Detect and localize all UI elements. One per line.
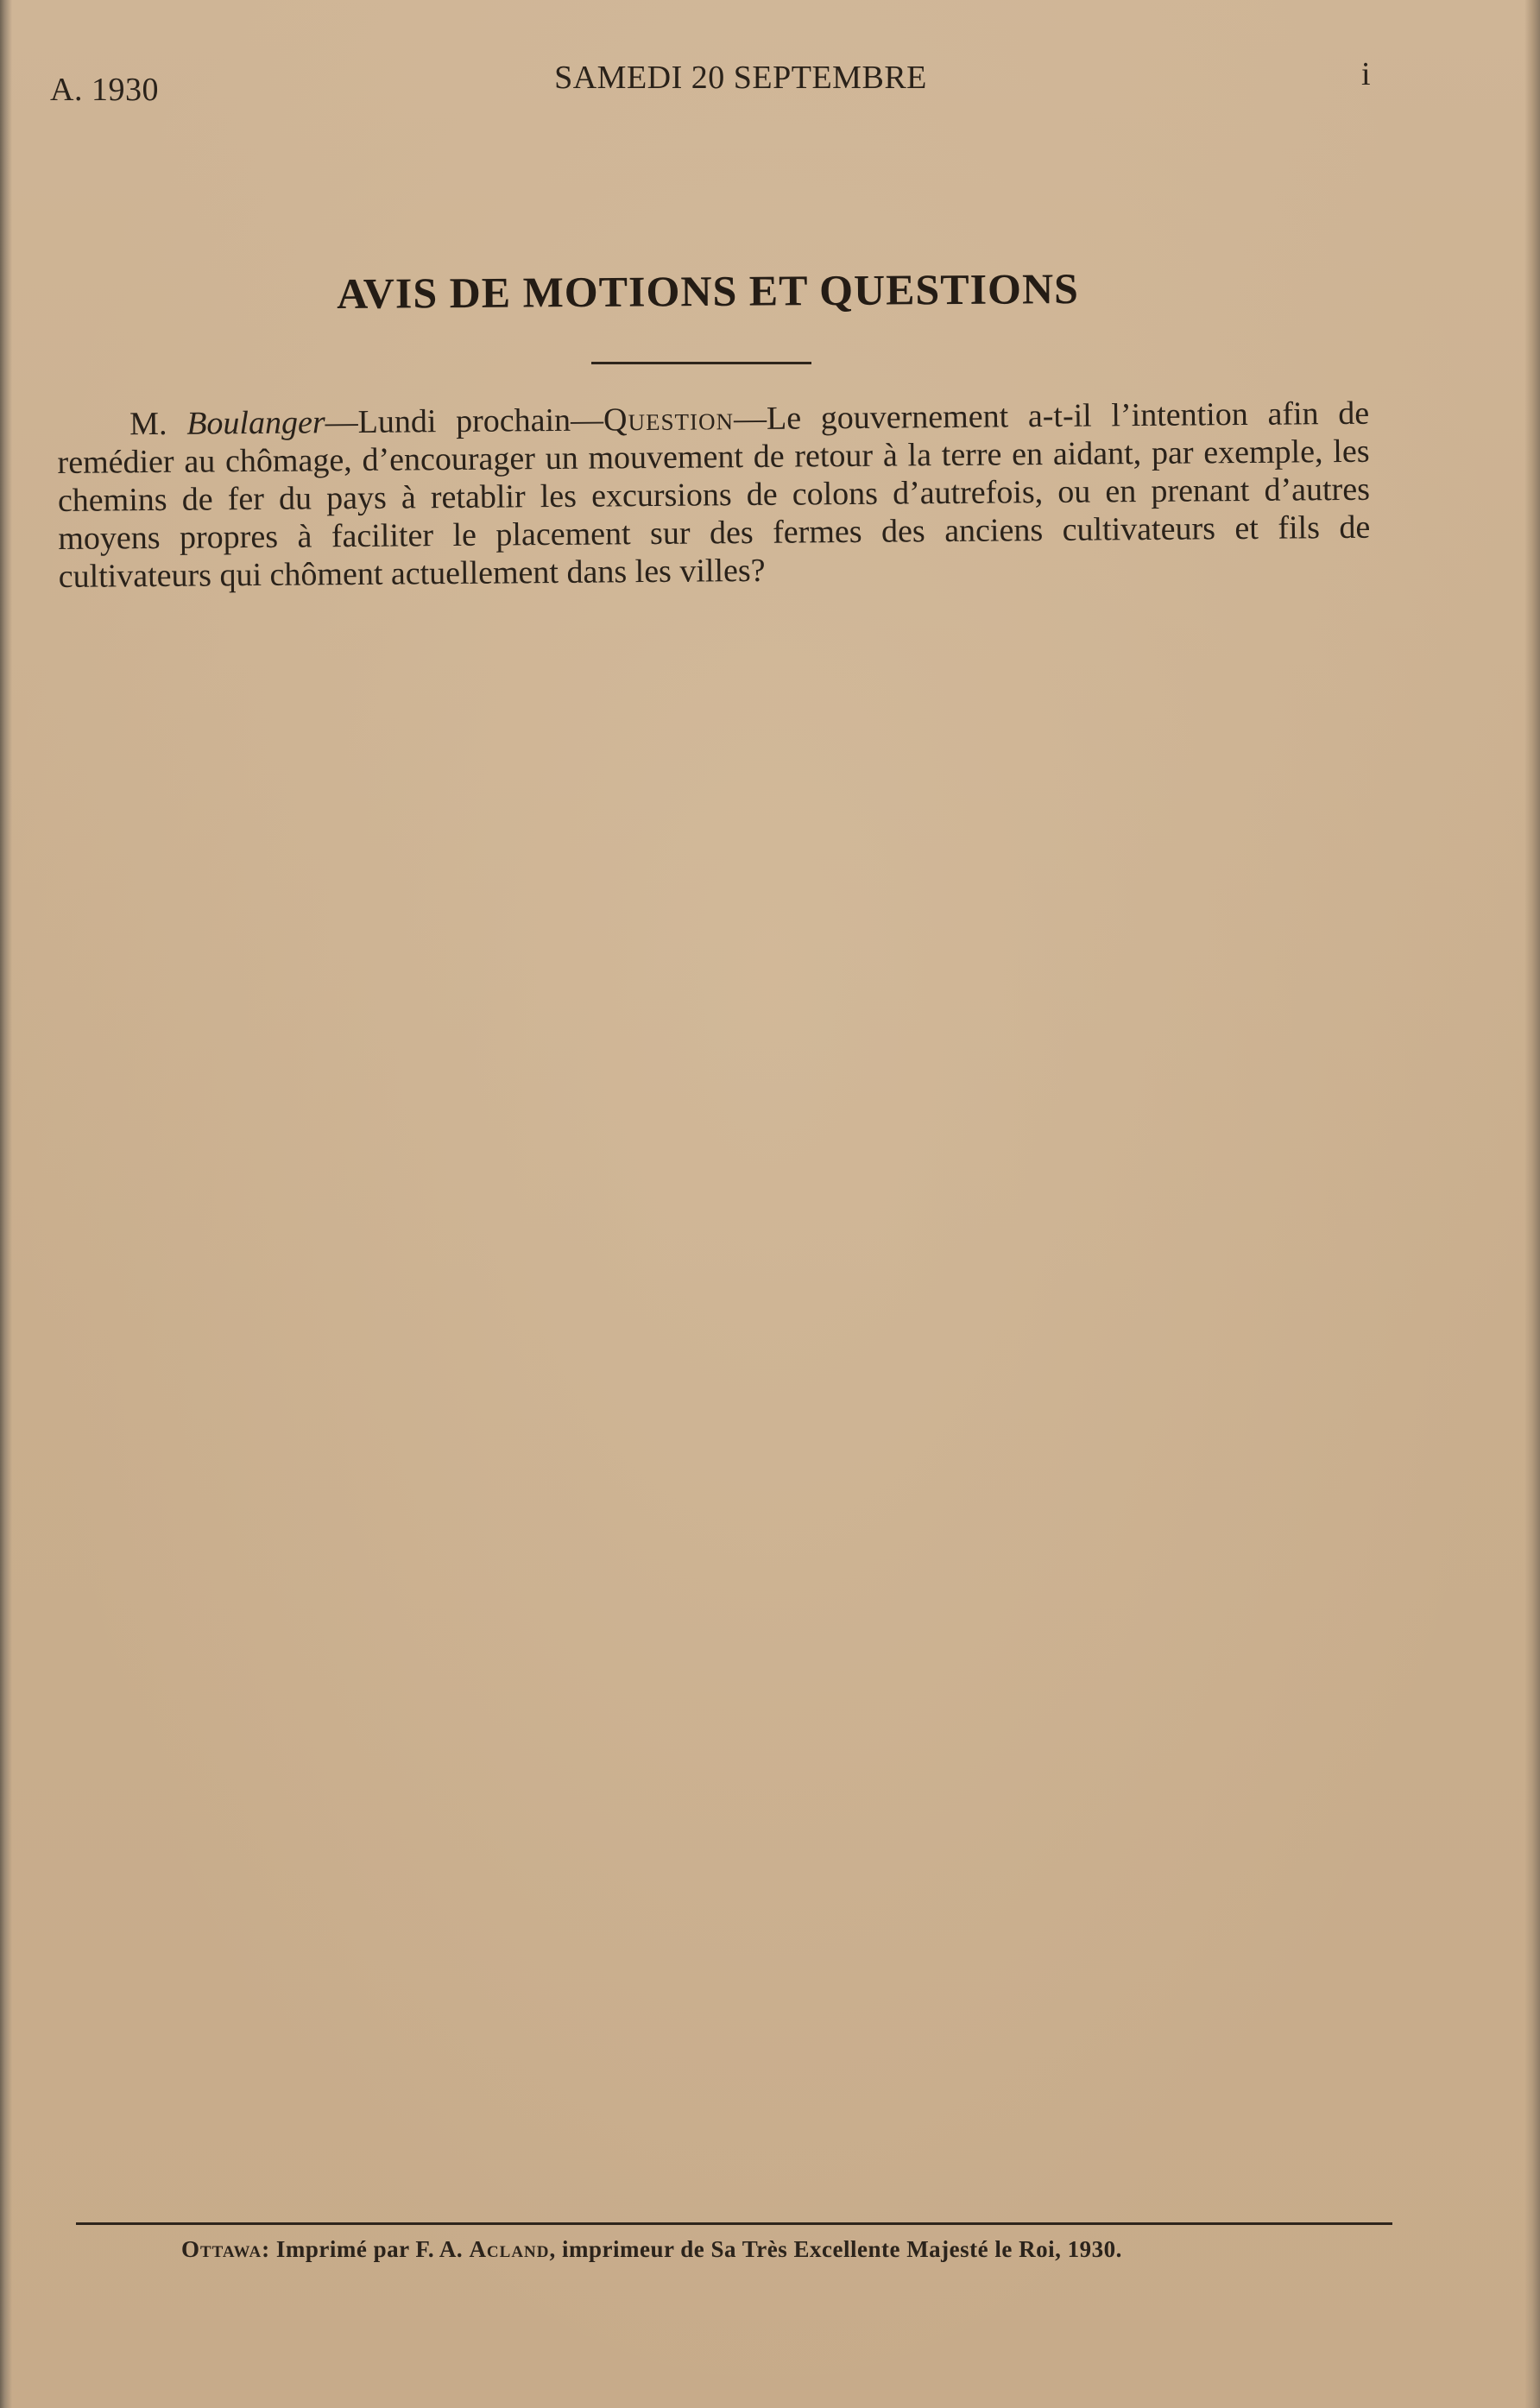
notice-type: Question xyxy=(603,401,735,439)
page-right-edge xyxy=(1524,0,1540,2408)
page-title: AVIS DE MOTIONS ET QUESTIONS xyxy=(336,263,1080,319)
header-date: SAMEDI 20 SEPTEMBRE xyxy=(554,60,927,96)
notice-mr: M. xyxy=(129,405,167,443)
imprint-sep: : Imprimé par F. A. xyxy=(262,2236,470,2262)
notice-when: —Lundi prochain— xyxy=(325,401,604,441)
imprint-city: Ottawa xyxy=(181,2236,262,2262)
footer-divider xyxy=(76,2222,1392,2225)
notice-text: —Le gouvernement a-t-il l’intention afin de remédier au chômage, d’encourager un mouvement de retour à la terre en aidant, par exemple, les chemins de fer du pays à retablir les excursions de colons d’autrefois, ou en prenant d’autres moyens propres à faciliter le placement sur des fermes des anciens cultivateurs et fils de cultivateurs qui chôment actuellement dans les villes? xyxy=(57,395,1371,595)
title-divider xyxy=(591,362,811,364)
notice-paragraph xyxy=(57,395,1371,596)
running-header xyxy=(50,54,1371,108)
imprint-rest: , imprimeur de Sa Très Excellente Majesté le Roi, 1930. xyxy=(549,2236,1122,2262)
printer-imprint xyxy=(181,2236,1303,2263)
header-year: A. 1930 xyxy=(50,72,159,108)
page-left-edge xyxy=(0,0,12,2408)
notice-member: Boulanger xyxy=(186,404,325,442)
imprint-printer: Acland xyxy=(469,2236,550,2262)
page-number: i xyxy=(1360,56,1371,92)
